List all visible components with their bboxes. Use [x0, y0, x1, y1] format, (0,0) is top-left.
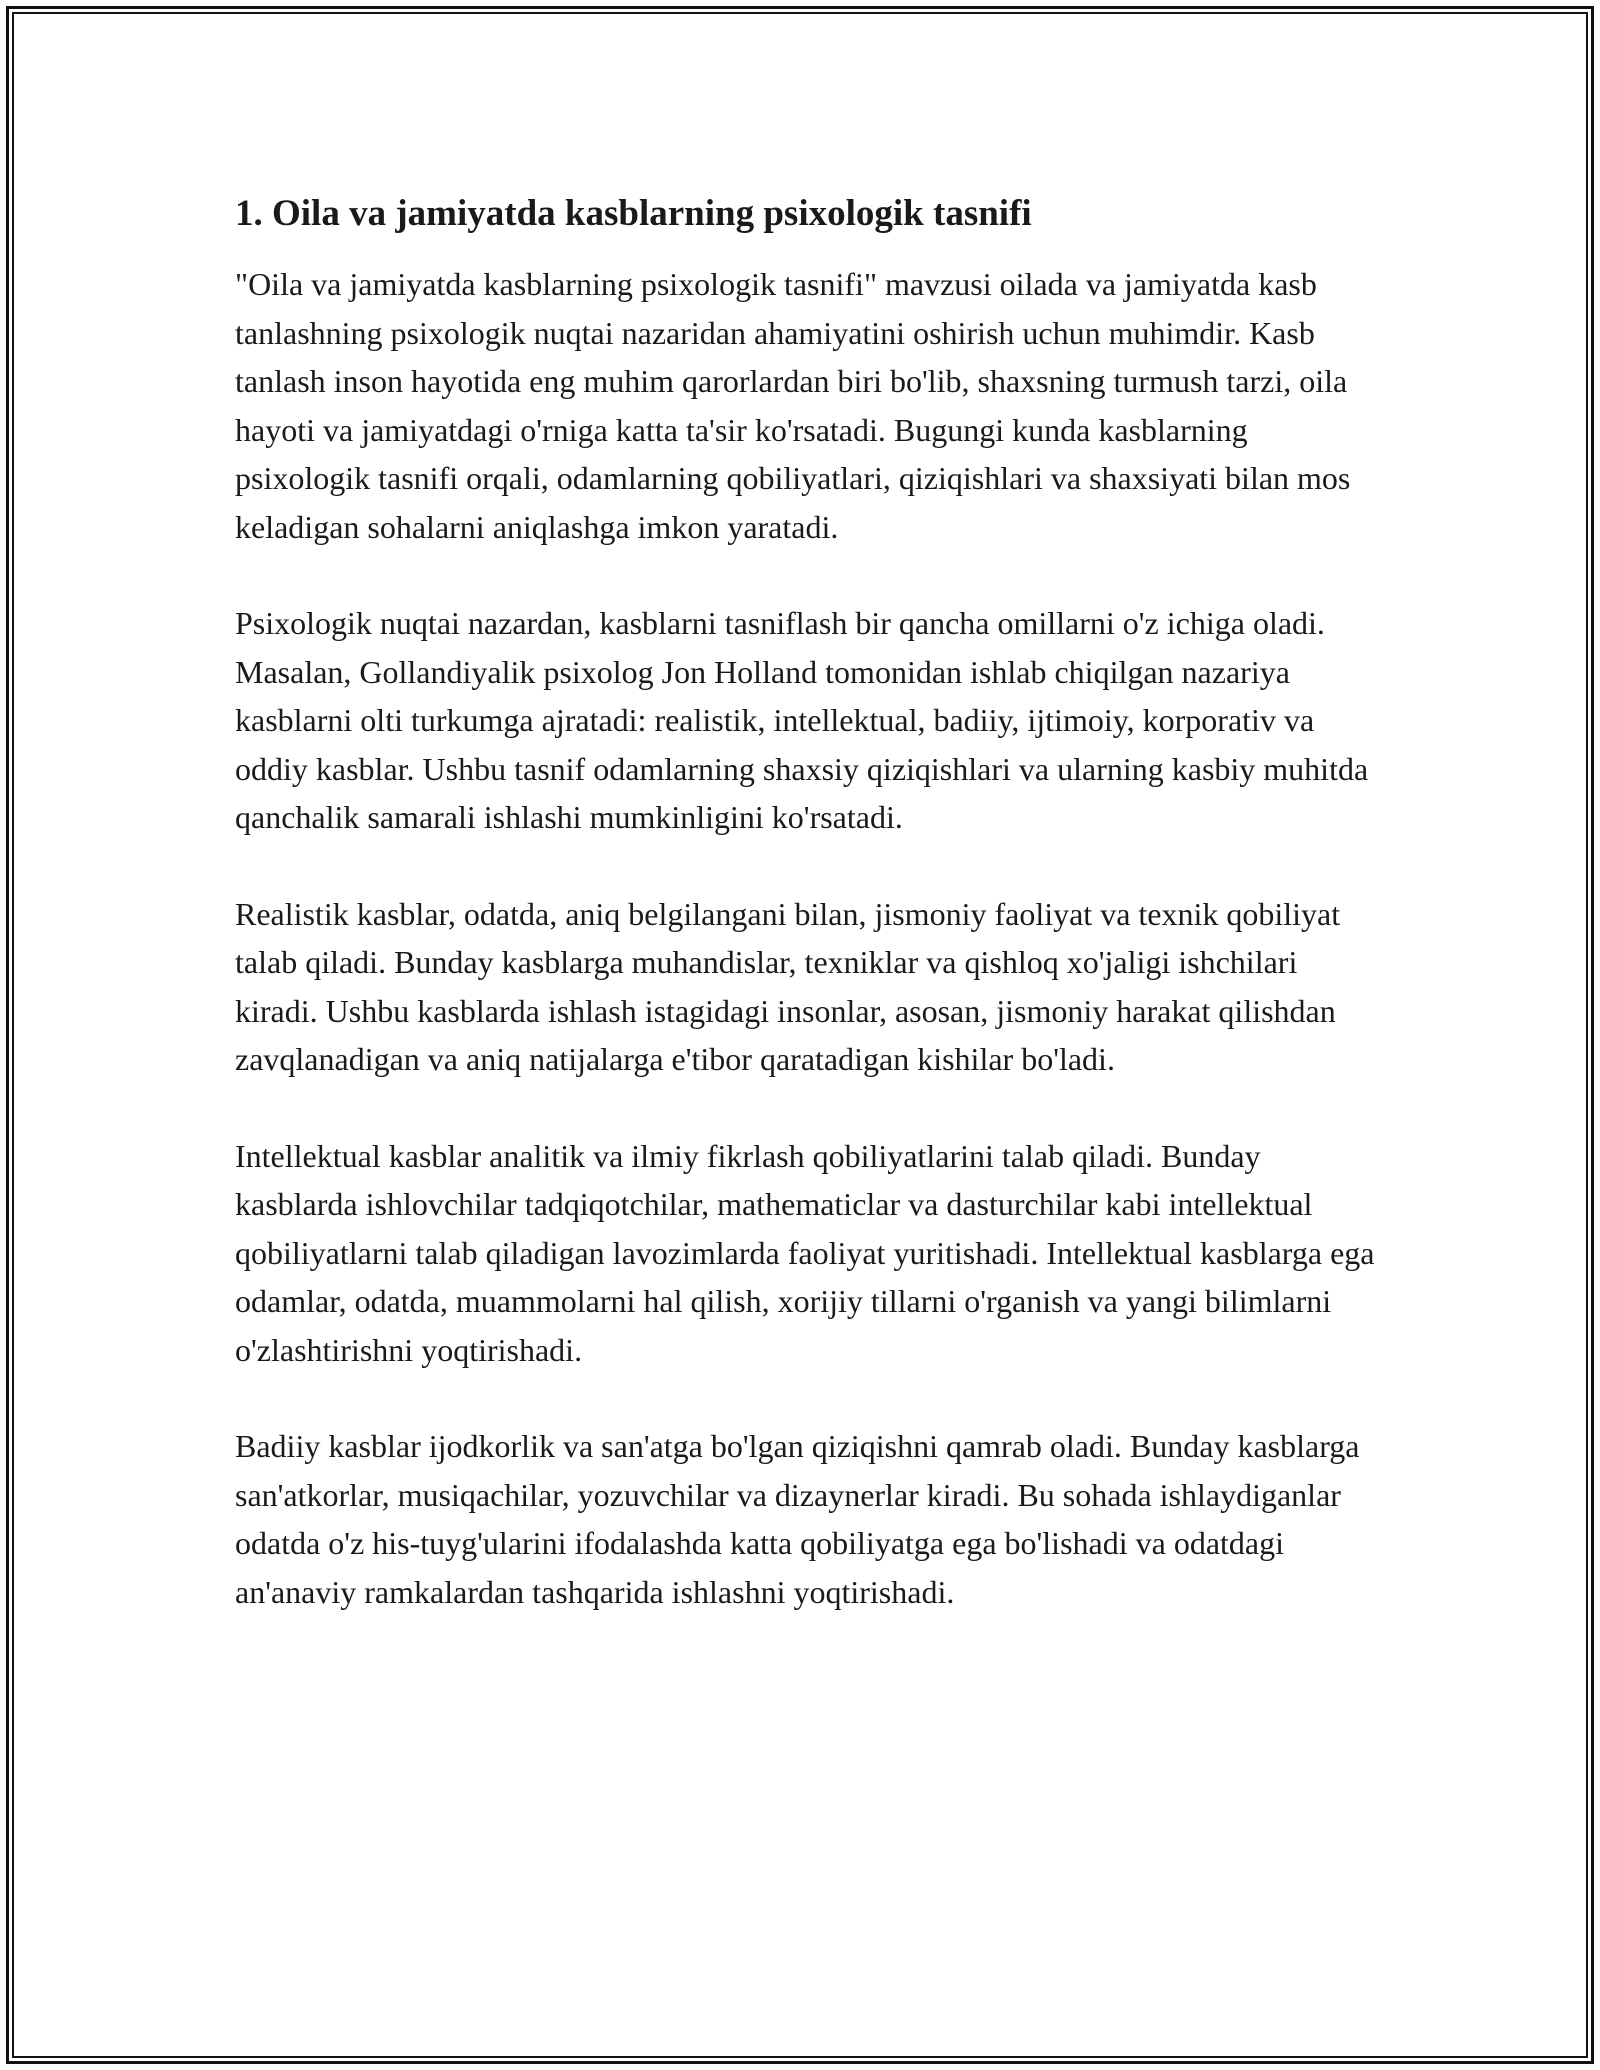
section-heading: 1. Oila va jamiyatda kasblarning psixologik tasnifi [235, 193, 1032, 234]
paragraph-artistic: Badiiy kasblar ijodkorlik va san'atga bo'lgan qiziqishni qamrab oladi. Bunday kasblarga san'atkorlar, musiqachilar, yozuvchilar va dizaynerlar kiradi. Bu sohada ishlaydiganlar odatda o'z his-tuyg'ularini ifodalashda katta qobiliyatga ega bo'lishadi va odatdagi an'anaviy ramkalardan tashqarida ishlashni yoqtirishadi. [235, 1428, 1360, 1610]
paragraph-intellectual: Intellektual kasblar analitik va ilmiy fikrlash qobiliyatlarini talab qiladi. Bunday kasblarda ishlovchilar tadqiqotchilar, mathematiclar va dasturchilar kabi intellektual qobiliyatlarni talab qiladigan lavozimlarda faoliyat yuritishadi. Intellektual kasblarga ega odamlar, odatda, muammolarni hal qilish, xorijiy tillarni o'rganish va yangi bilimlarni o'zlashtirishni yoqtirishadi. [235, 1137, 1375, 1368]
paragraph-realistic: Realistik kasblar, odatda, aniq belgilangani bilan, jismoniy faoliyat va texnik qobiliyat talab qiladi. Bunday kasblarga muhandislar, texniklar va qishloq xo'jaligi ishchilari kiradi. Ushbu kasblarda ishlash istagidagi insonlar, asosan, jismoniy harakat qilishdan zavqlanadigan va aniq natijalarga e'tibor qaratadigan kishilar bo'ladi. [235, 895, 1341, 1077]
paragraph-intro: "Oila va jamiyatda kasblarning psixologik tasnifi" mavzusi oilada va jamiyatda kasb tanlashning psixologik nuqtai nazaridan ahamiyatini oshirish uchun muhimdir. Kasb tanlash inson hayotida eng muhim qarorlardan biri bo'lib, shaxsning turmush tarzi, oila hayoti va jamiyatdagi o'rniga katta ta'sir ko'rsatadi. Bugungi kunda kasblarning psixologik tasnifi orqali, odamlarning qobiliyatlari, qiziqishlari va shaxsiyati bilan mos keladigan sohalarni aniqlashga imkon yaratadi. [235, 266, 1351, 545]
document-body [235, 190, 1385, 1616]
paragraph-holland-theory: Psixologik nuqtai nazardan, kasblarni tasniflash bir qancha omillarni o'z ichiga oladi. Masalan, Gollandiyalik psixolog Jon Holland tomonidan ishlab chiqilgan nazariya kasblarni olti turkumga ajratadi: realistik, intellektual, badiiy, ijtimoiy, korporativ va oddiy kasblar. Ushbu tasnif odamlarning shaxsiy qiziqishlari va ularning kasbiy muhitda qanchalik samarali ishlashi mumkinligini ko'rsatadi. [235, 605, 1369, 835]
